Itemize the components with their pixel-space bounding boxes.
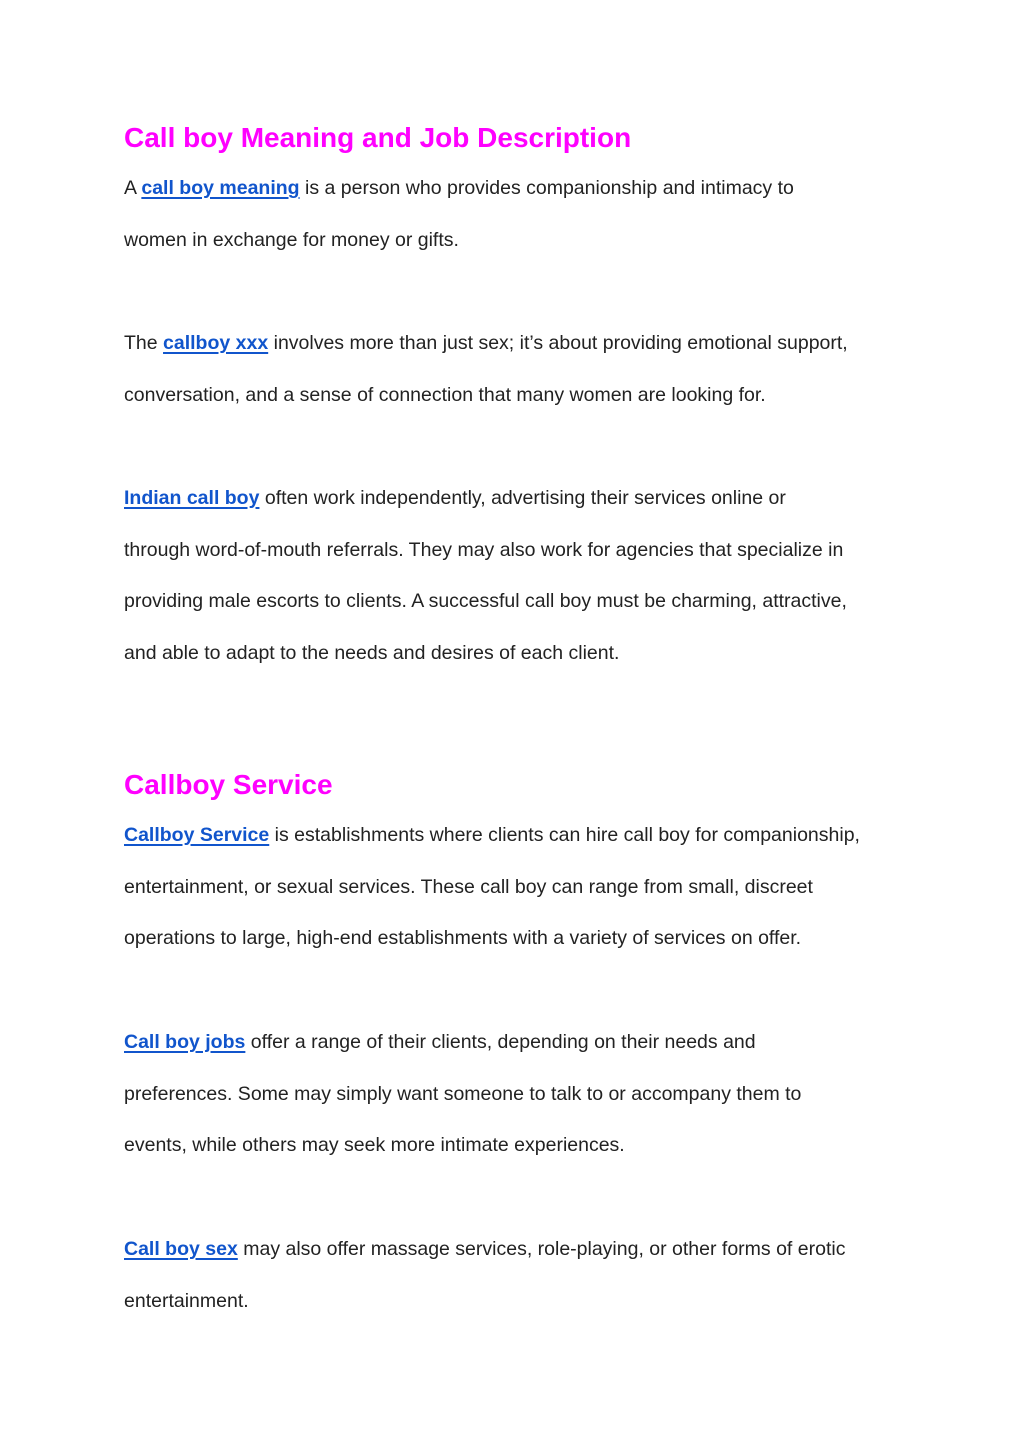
paragraph bbox=[124, 1224, 924, 1327]
paragraph-line: preferences. Some may simply want someone to talk to or accompany them to bbox=[124, 1082, 802, 1105]
paragraph bbox=[124, 810, 924, 965]
paragraph-line bbox=[124, 473, 924, 525]
paragraph-line: operations to large, high-end establishments with a variety of services on offer. bbox=[124, 927, 802, 950]
line-text: is establishments where clients can hire call boy for companionship, bbox=[269, 824, 860, 846]
line-text: A bbox=[124, 177, 142, 199]
paragraph bbox=[124, 318, 924, 421]
paragraph-line bbox=[124, 318, 924, 370]
section-heading: Call boy Meaning and Job Description bbox=[124, 122, 632, 153]
line-text: may also offer massage services, role-playing, or other forms of erotic bbox=[237, 1238, 846, 1260]
line-text: The bbox=[124, 332, 164, 354]
paragraph-line: events, while others may seek more intimate experiences. bbox=[124, 1134, 625, 1157]
call-boy-jobs-link[interactable]: Call boy jobs bbox=[124, 1031, 246, 1053]
paragraph-line: conversation, and a sense of connection that many women are looking for. bbox=[124, 383, 766, 406]
indian-call-boy-link[interactable]: Indian call boy bbox=[124, 487, 260, 509]
line-text: involves more than just sex; it’s about providing emotional support, bbox=[268, 332, 848, 354]
paragraph-line: and able to adapt to the needs and desires of each client. bbox=[124, 642, 620, 665]
paragraph-line: women in exchange for money or gifts. bbox=[124, 228, 459, 251]
paragraph-line: entertainment. bbox=[124, 1289, 249, 1312]
line-text: often work independently, advertising their services online or bbox=[259, 487, 786, 509]
paragraph-line: entertainment, or sexual services. These call boy can range from small, discreet bbox=[124, 875, 813, 898]
call-boy-sex-link[interactable]: Call boy sex bbox=[124, 1238, 238, 1260]
line-text: is a person who provides companionship and intimacy to bbox=[299, 177, 794, 199]
paragraph bbox=[124, 163, 924, 266]
paragraph-line bbox=[124, 810, 924, 862]
paragraph-line: through word-of-mouth referrals. They may also work for agencies that specialize in bbox=[124, 538, 844, 561]
callboy-xxx-link[interactable]: callboy xxx bbox=[163, 332, 269, 354]
call-boy-meaning-link[interactable]: call boy meaning bbox=[141, 177, 300, 199]
paragraph-line bbox=[124, 1224, 924, 1276]
paragraph bbox=[124, 1017, 924, 1172]
section-heading: Callboy Service bbox=[124, 769, 333, 800]
paragraph bbox=[124, 473, 924, 680]
paragraph-line bbox=[124, 163, 924, 215]
paragraph-line: providing male escorts to clients. A successful call boy must be charming, attractive, bbox=[124, 590, 847, 613]
paragraph-line bbox=[124, 1017, 924, 1069]
callboy-service-link[interactable]: Callboy Service bbox=[124, 824, 270, 846]
line-text: offer a range of their clients, depending on their needs and bbox=[245, 1031, 756, 1053]
